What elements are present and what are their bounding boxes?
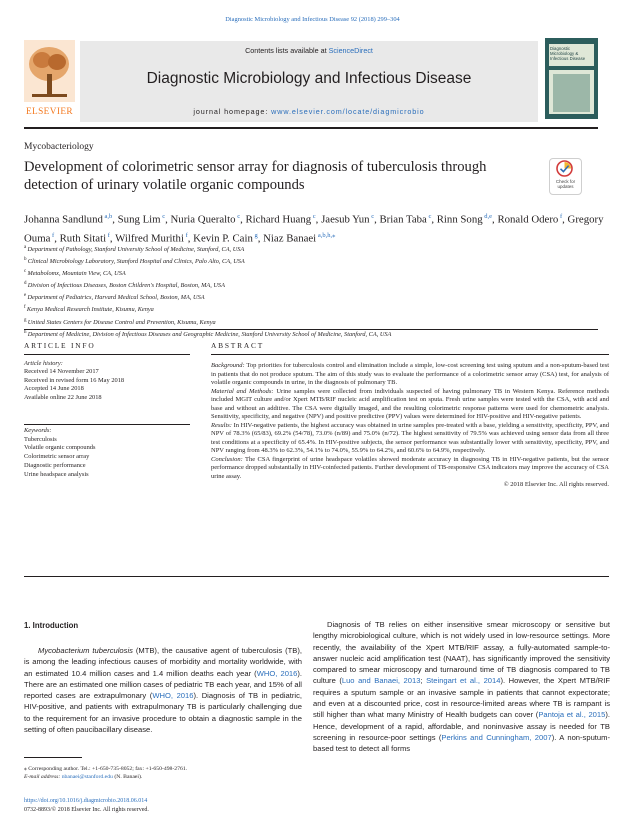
author-name[interactable]: Wilfred Murithi — [115, 232, 184, 245]
abstract-label: Background: — [211, 362, 245, 369]
keyword-item: Urine headspace analysis — [24, 470, 89, 478]
affiliation-text: Clinical Microbiology Laboratory, Stanford Hospital and Clinics, Palo Alto, CA, USA — [27, 258, 245, 266]
homepage-prefix: journal homepage: — [193, 107, 272, 116]
abstract-heading: ABSTRACT — [211, 341, 265, 350]
abstract-rule — [211, 354, 609, 355]
keyword-item: Volatile organic compounds — [24, 444, 96, 452]
affiliation-text: United States Centers for Disease Control and Prevention, Kisumu, Kenya — [27, 318, 216, 326]
article-history — [24, 360, 190, 402]
author-name[interactable]: Johanna Sandlund — [24, 213, 103, 226]
body-paragraph — [313, 619, 610, 755]
abstract-label: Material and Methods: — [211, 387, 274, 395]
abstract-label: Conclusion: — [211, 455, 243, 463]
elsevier-logo-text: ELSEVIER — [25, 107, 74, 117]
author-separator: , — [431, 213, 437, 226]
history-item: Received in revised form 16 May 2018 — [24, 376, 125, 384]
body-text: ; — [420, 676, 427, 686]
author-name[interactable]: Gregory Ouma — [24, 213, 604, 245]
body-column-left — [24, 645, 302, 735]
history-label: Article history: — [24, 360, 63, 367]
author-name[interactable]: Richard Huang — [245, 213, 312, 226]
article-title: Development of colorimetric sensor array for diagnosis of tuberculosis through detection of urinary volatile organic compounds — [24, 159, 487, 193]
affiliation-item — [24, 303, 604, 315]
footnote-email-line — [24, 773, 302, 781]
author-name[interactable]: Jaesub Yun — [321, 213, 370, 226]
body-text: ). There are an estimated one million cases of pediatric TB each year, and 15% of all reported cases are extrapulmonary ( — [24, 668, 303, 701]
abstract-paragraph — [211, 388, 609, 422]
front-matter-rule — [24, 329, 598, 330]
sciencedirect-link[interactable]: ScienceDirect — [328, 46, 373, 55]
author-separator: , — [374, 213, 380, 226]
header-rule — [24, 127, 598, 129]
body-paragraph — [24, 645, 302, 735]
author-separator: , — [54, 232, 60, 245]
check-for-updates-label: Check for updates — [555, 179, 576, 189]
homepage-link[interactable]: www.elsevier.com/locate/diagmicrobio — [271, 107, 425, 116]
author-name[interactable]: Brian Taba — [379, 213, 427, 226]
abstract-label: Results: — [211, 421, 232, 429]
citation-link[interactable]: Luo and Banaei, 2013 — [341, 676, 421, 686]
footnote-rule — [24, 757, 82, 758]
author-separator: , — [315, 213, 322, 226]
author-affiliation-marker[interactable]: a,b,h,⁎ — [316, 231, 336, 239]
citation-link[interactable]: Steingart et al., 2014 — [426, 676, 501, 686]
author-affiliation-marker[interactable]: c — [311, 213, 316, 220]
corresponding-author-footnote — [24, 765, 302, 782]
abstract-text: Urine samples were collected from individuals suspected of having pulmonary TB in Western Kenya. Reference methods included MGIT culture and/or Xpert MTB/RIF nucleic acid amplification test on sputa. Fresh urine samples were tested with the CSA, with acid and base and without an additive. The CSA were digitally imaged, and the resulting colorimetric response patterns were used for chemometric analysis. Sensitivity, specificity, and negative (NPV) and positive predictive (PPV) values were determined for HIV-positive and HIV-negative patients. — [211, 387, 610, 420]
author-name[interactable]: Rinn Song — [436, 213, 483, 226]
citation-link[interactable]: Pantoja et al., 2015 — [538, 710, 606, 720]
author-affiliation-marker[interactable]: f — [50, 231, 55, 239]
introduction-heading: 1. Introduction — [24, 621, 79, 630]
journal-cover-art — [553, 74, 590, 112]
affiliation-text: Metabolomx, Mountain View, CA, USA — [27, 270, 126, 278]
journal-citation[interactable]: Diagnostic Microbiology and Infectious Disease 92 (2018) 299–304 — [225, 16, 400, 23]
abstract-paragraph — [211, 422, 609, 456]
author-affiliation-marker[interactable]: c — [160, 213, 166, 220]
keyword-item: Colorimetric sensor array — [24, 453, 90, 461]
affiliation-marker: d — [24, 281, 28, 287]
author-affiliation-marker[interactable]: d,e — [482, 213, 493, 220]
abstract-text: Top priorities for tuberculosis control and elimination include a simple, low-cost screening test using sputum and a non-sputum-based test in patients that do not produce sputum. The aim of this study was to evaluate the performance of a colorimetric sensor array (CSA) test, for analysis of volatile organic compounds in urine, in the diagnosis of pulmonary TB. — [211, 362, 609, 386]
abstract-end-rule — [24, 576, 609, 577]
body-text: ). Hence, development of a rapid, affordable, and noninvasive assay is needed for TB screening in resource-poor settings ( — [313, 710, 610, 742]
author-name[interactable]: Ronald Odero — [497, 213, 559, 226]
author-affiliation-marker[interactable]: g — [252, 231, 258, 239]
keyword-item: Diagnostic performance — [24, 461, 86, 469]
author-affiliation-marker[interactable]: f — [183, 231, 188, 239]
author-affiliation-marker[interactable]: a,b — [102, 213, 113, 220]
contents-line — [80, 46, 538, 55]
affiliation-text: Department of Pediatrics, Harvard Medical School, Boston, MA, USA — [27, 294, 205, 302]
email-suffix: (N. Banaei). — [112, 774, 143, 781]
affiliation-item — [24, 279, 604, 291]
article-info-rule — [24, 354, 190, 355]
body-text: ). Diagnosis of TB in pediatric, HIV-positive, and patients with extrapulmonary TB is particularly challenging due to the requirement for an invasive procedure to obtain a diagnostic sample in the setting of often paucibacillary disease. — [24, 691, 303, 735]
footnote-line — [24, 765, 302, 773]
affiliation-marker: f — [24, 305, 27, 311]
affiliation-marker: h — [24, 329, 28, 335]
abstract-paragraph — [211, 362, 609, 388]
history-item: Available online 22 June 2018 — [24, 393, 102, 401]
check-for-updates-icon — [556, 160, 573, 177]
footnote-marker: ⁎ — [24, 766, 27, 772]
author-separator: , — [187, 232, 194, 245]
author-list — [24, 209, 604, 246]
affiliation-text: Division of Infectious Diseases, Boston Children's Hospital, Boston, MA, USA — [27, 282, 225, 290]
article-info-heading: ARTICLE INFO — [24, 341, 96, 350]
affiliation-marker: e — [24, 293, 28, 299]
body-column-right — [313, 619, 610, 755]
keywords-label: Keywords: — [24, 427, 52, 434]
affiliation-item — [24, 267, 604, 279]
journal-cover-band — [549, 66, 594, 70]
body-text-italic: Mycobacterium tuberculosis — [38, 646, 133, 655]
affiliation-item — [24, 291, 604, 303]
keywords — [24, 427, 190, 479]
author-affiliation-marker[interactable]: f — [558, 213, 563, 220]
author-name[interactable]: Nuria Queralto — [170, 213, 236, 226]
keyword-item: Tuberculosis — [24, 435, 57, 443]
email-link[interactable]: nbanaei@stanford.edu — [61, 774, 113, 781]
affiliation-marker: g — [24, 317, 28, 323]
body-text: Diagnosis of TB relies on either insensitive smear microscopy or sensitive but lengthy microbiological culture, which is not widely used in low-resource settings. More recently, the availability of the Xpert MTB/RIF assay, a fully-automated sample-to-answer nucleic acid amplification test (NAAT), has significantly improved the sensitivity compared to smear microscopy and turnaround time of TB diagnosis compared to TB culture ( — [313, 620, 610, 686]
author-affiliation-marker[interactable]: f — [106, 231, 110, 239]
author-separator: , — [112, 213, 118, 226]
author-separator: , — [240, 213, 246, 226]
affiliation-item — [24, 243, 604, 255]
body-text: ). A non-sputum-based test to detect all forms — [313, 732, 610, 754]
author-separator: , — [109, 232, 116, 245]
email-label: E-mail address: — [24, 774, 62, 781]
author-separator: , — [257, 232, 264, 245]
abstract-text: The CSA fingerprint of urine headspace volatiles showed moderate accuracy in diagnosing TB in HIV-negative patients, but the sensor performance dropped substantially in HIV-coinfected patients. Further development of TB-responsive CSA indicators may improve the accuracy of CSA urine assay. — [211, 455, 609, 480]
journal-homepage — [80, 107, 538, 116]
body-text: ). However, the Xpert MTB/RIF requires a sputum sample or an invasive sample in patients that cannot expectorate; and even at a discounted price, cost in resource-limited areas where TB is rampant is still higher than what many Ministry of Health budgets can cover ( — [313, 676, 610, 720]
affiliation-list — [24, 243, 604, 340]
author-affiliation-marker[interactable]: c — [369, 213, 375, 220]
affiliation-item — [24, 316, 604, 328]
affiliation-text: Department of Pathology, Stanford University School of Medicine, Stanford, CA, USA — [27, 246, 245, 254]
abstract-paragraph — [211, 456, 609, 482]
journal-cover-title: Diagnostic Microbiology & Infectious Disease — [550, 46, 586, 61]
contents-prefix: Contents lists available at — [245, 46, 329, 55]
keywords-rule — [24, 424, 190, 425]
issn-line: 0732-8893/© 2018 Elsevier Inc. All rights reserved. — [24, 806, 149, 813]
journal-title[interactable]: Diagnostic Microbiology and Infectious Disease — [146, 70, 472, 87]
abstract-text: In HIV-negative patients, the highest accuracy was obtained in urine samples pre-treated with a base, yielding a sensitivity, specificity, PPV, and NPV of 78.3% (65/83), 69.2% (54/78), 73.0% (n/89) and 75.0% (n/72). The highest sensitivity of 79.5% was achieved using sensor data from all three test conditions at a specificity of 65.4%. In HIV-positive subjects, the sensor performance was substantially lower with sensitivity, specificity, PPV, and NPV ranging from 48.3% to 62.3%, 54.1% to 74.0%, 55.9% to 64.2%, and 60.6% to 64.9%, respectively. — [211, 421, 609, 454]
history-item: Accepted 14 June 2018 — [24, 385, 84, 393]
doi-link[interactable]: https://doi.org/10.1016/j.diagmicrobio.2018.06.014 — [24, 798, 148, 804]
article-section: Mycobacteriology — [24, 142, 94, 152]
author-name[interactable]: Ruth Sitati — [59, 232, 107, 245]
affiliation-item — [24, 255, 604, 267]
abstract-copyright: © 2018 Elsevier Inc. All rights reserved. — [503, 481, 609, 488]
author-name[interactable]: Niaz Banaei — [263, 232, 317, 245]
author-separator: , — [562, 213, 568, 226]
citation-link[interactable]: WHO, 2016 — [152, 691, 194, 701]
affiliation-text: Department of Medicine, Division of Infectious Diseases and Geographic Medicine, Stanford University School of Medicine, Stanford, CA, USA — [27, 330, 392, 338]
author-name[interactable]: Sung Lim — [117, 213, 161, 226]
affiliation-marker: c — [24, 269, 28, 275]
affiliation-text: Kenya Medical Research Institute, Kisumu, Kenya — [26, 306, 154, 314]
author-affiliation-marker[interactable]: c — [426, 213, 432, 220]
author-affiliation-marker[interactable]: c — [235, 213, 241, 220]
citation-link[interactable]: WHO, 2016 — [256, 668, 298, 678]
author-separator: , — [165, 213, 171, 226]
author-name[interactable]: Kevin P. Cain — [193, 232, 253, 245]
abstract-body — [211, 362, 609, 490]
affiliation-marker: a — [24, 245, 28, 250]
affiliation-marker: b — [24, 257, 28, 263]
doi-block — [24, 797, 324, 814]
footnote-text: Corresponding author. Tel.: +1-650-735-8052; fax: +1-650-498-2761. — [26, 766, 188, 772]
citation-link[interactable]: Perkins and Cunningham, 2007 — [441, 732, 552, 742]
history-item: Received 14 November 2017 — [24, 368, 99, 376]
body-text: (MTB), the causative agent of tuberculosis (TB), is among the leading infectious causes of morbidity and mortality worldwide, with an estimated 10.4 million cases and 1.4 million deaths each year ( — [24, 646, 302, 678]
author-separator: , — [492, 213, 498, 226]
